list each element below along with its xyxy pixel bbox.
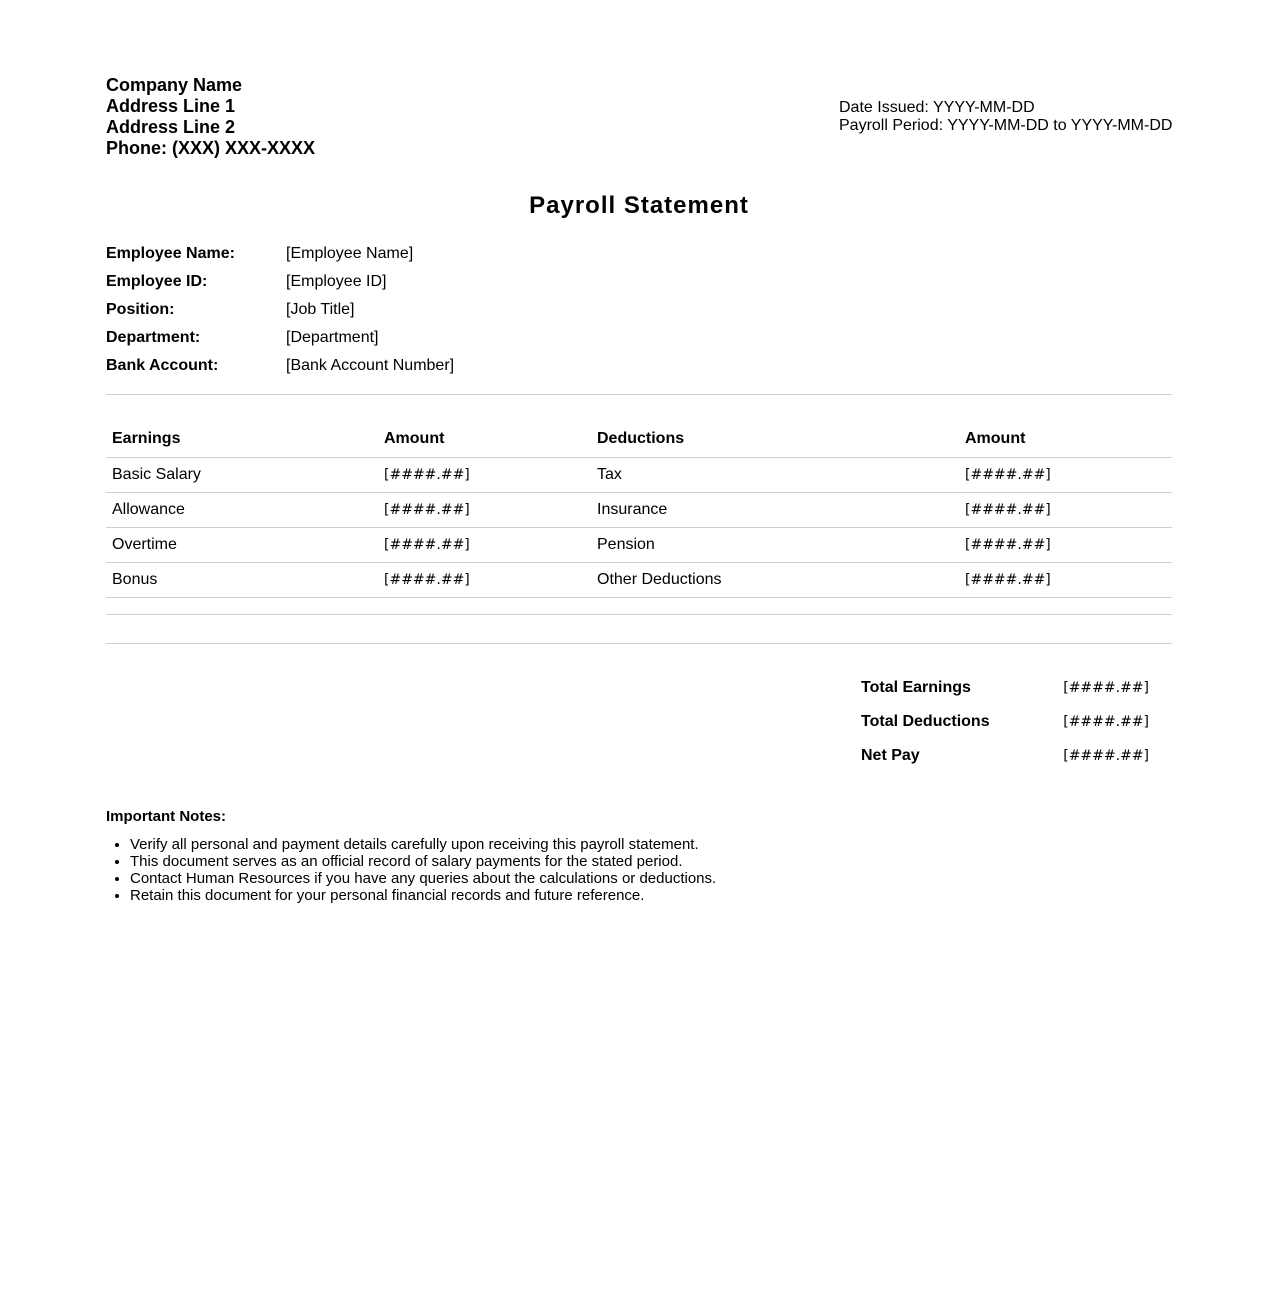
position-label: Position: [106, 301, 175, 318]
net-pay-row [855, 739, 1155, 773]
deduction-item: Insurance [591, 492, 959, 527]
employee-name-label: Employee Name: [106, 245, 235, 262]
earning-amount: [####.##] [378, 527, 591, 562]
total-deductions-row [855, 705, 1155, 739]
divider [106, 394, 1172, 395]
earning-item: Basic Salary [106, 457, 378, 492]
total-earnings-value: [####.##] [1063, 680, 1149, 696]
list-item: • Verify all personal and payment details carefully upon receiving this payroll statement. [130, 836, 1006, 853]
net-pay-value: [####.##] [1063, 748, 1149, 764]
table-row [106, 527, 1172, 562]
total-deductions-value: [####.##] [1063, 714, 1149, 730]
divider [106, 614, 1172, 615]
deduction-item: Tax [591, 457, 959, 492]
earning-item: Allowance [106, 492, 378, 527]
date-issued: Date Issued: YYYY-MM-DD [839, 99, 1035, 116]
earning-item: Overtime [106, 527, 378, 562]
deduction-amount: [####.##] [959, 457, 1172, 492]
employee-info-row [106, 268, 706, 296]
department-label: Department: [106, 329, 201, 346]
table-row [106, 457, 1172, 492]
page-title: Payroll Statement [529, 192, 749, 219]
list-item: • This document serves as an official record of salary payments for the stated period. [130, 853, 1006, 870]
total-earnings-label: Total Earnings [861, 679, 971, 696]
deductions-header: Deductions [591, 422, 959, 457]
earning-item: Bonus [106, 562, 378, 597]
important-notes [106, 808, 1006, 904]
employee-info-row [106, 352, 706, 380]
company-phone: Phone: (XXX) XXX-XXXX [106, 138, 316, 158]
deduction-amount: [####.##] [959, 562, 1172, 597]
department-value: [Department] [286, 329, 379, 346]
employee-info-row [106, 296, 706, 324]
notes-title: Important Notes: [106, 808, 226, 825]
earning-amount: [####.##] [378, 562, 591, 597]
earning-amount: [####.##] [378, 457, 591, 492]
bank-account-value: [Bank Account Number] [286, 357, 455, 374]
deduction-item: Other Deductions [591, 562, 959, 597]
employee-info [106, 240, 706, 380]
notes-list [106, 836, 1006, 904]
position-value: [Job Title] [286, 301, 355, 318]
earnings-deductions-table [106, 422, 1172, 598]
deduction-item: Pension [591, 527, 959, 562]
divider [106, 643, 1172, 644]
total-deductions-label: Total Deductions [861, 713, 990, 730]
table-row [106, 562, 1172, 597]
employee-id-value: [Employee ID] [286, 273, 387, 290]
table-row [106, 492, 1172, 527]
company-name: Company Name [106, 75, 243, 95]
company-block [106, 75, 315, 159]
employee-info-row [106, 324, 706, 352]
bank-account-label: Bank Account: [106, 357, 219, 374]
payroll-period: Payroll Period: YYYY-MM-DD to YYYY-MM-DD [839, 117, 1173, 134]
table-header-row [106, 422, 1172, 457]
company-address-line-2: Address Line 2 [106, 117, 236, 137]
employee-info-row [106, 240, 706, 268]
deduction-amount: [####.##] [959, 527, 1172, 562]
dates-block [839, 99, 1172, 135]
company-address-line-1: Address Line 1 [106, 96, 236, 116]
totals-table [855, 671, 1155, 773]
net-pay-label: Net Pay [861, 747, 920, 764]
employee-id-label: Employee ID: [106, 273, 208, 290]
deductions-amount-header: Amount [959, 422, 1172, 457]
earning-amount: [####.##] [378, 492, 591, 527]
earnings-amount-header: Amount [378, 422, 591, 457]
list-item: • Retain this document for your personal financial records and future reference. [130, 887, 1006, 904]
list-item: • Contact Human Resources if you have any queries about the calculations or deductions. [130, 870, 1006, 887]
earnings-header: Earnings [106, 422, 378, 457]
deduction-amount: [####.##] [959, 492, 1172, 527]
employee-name-value: [Employee Name] [286, 245, 414, 262]
total-earnings-row [855, 671, 1155, 705]
